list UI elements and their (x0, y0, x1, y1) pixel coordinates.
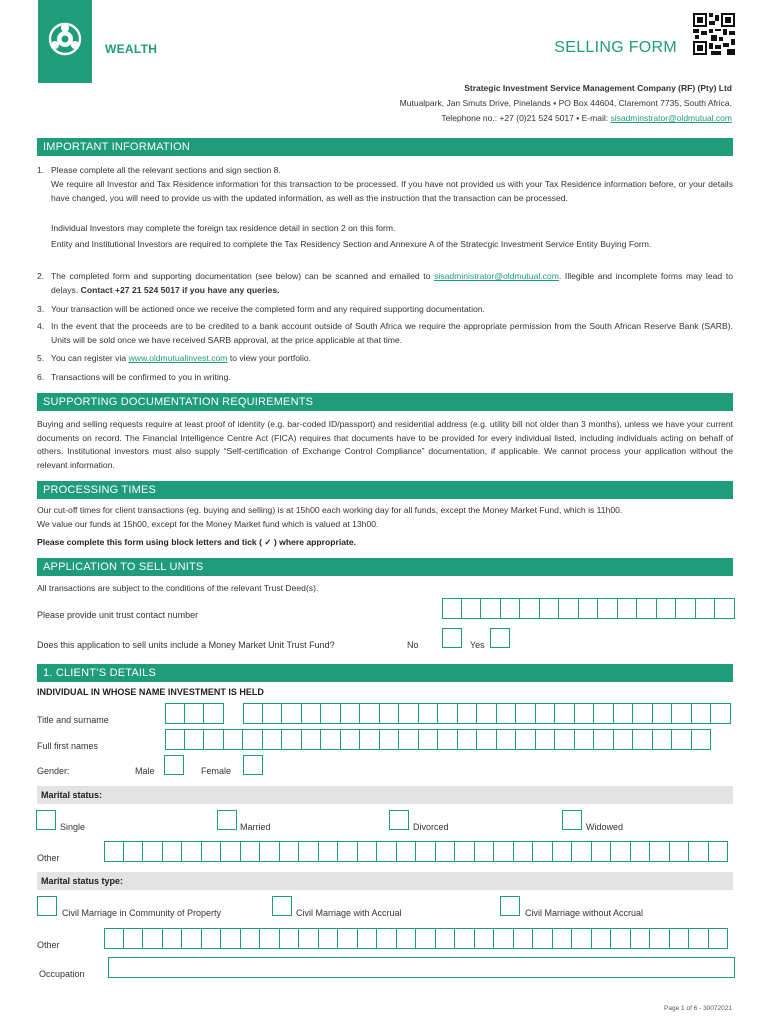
item-text: Individual Investors may complete the foreign tax residence detail in section 2 on this form. (51, 223, 396, 233)
marital-type-bar (37, 872, 733, 890)
processing-times-header: PROCESSING TIMES (37, 481, 733, 499)
marital-type-label: Marital status type: (41, 876, 124, 886)
item-text: In the event that the proceeds are to be credited to a bank account outside of South Africa we require the appropriate permission from the South African Reserve Bank (SARB). Units will be sold once we have received SARB approval, at the price applicable at that time. (51, 321, 733, 345)
item-text: Please complete all the relevant sections and sign section 8. (51, 165, 281, 175)
telephone-text: Telephone no.: +27 (0)21 524 5017 ▪ E-mail: (441, 113, 611, 123)
investment-holder-subtitle: INDIVIDUAL IN WHOSE NAME INVESTMENT IS HELD (37, 687, 264, 697)
company-email-link[interactable]: sisadminstrator@oldmutual.com (610, 113, 732, 123)
occupation-input[interactable] (108, 957, 735, 978)
contact-number-boxes[interactable] (442, 598, 735, 619)
admin-email-link[interactable]: sisadministrator@oldmutual.com (434, 271, 559, 281)
gender-label: Gender: (37, 766, 70, 776)
title-surname-label: Title and surname (37, 715, 109, 725)
occupation-label: Occupation (39, 969, 85, 979)
mm-no-label: No (407, 640, 419, 650)
cmcp-label: Civil Marriage in Community of Property (62, 908, 222, 918)
contact-number-label: Please provide unit trust contact number (37, 610, 199, 620)
marital-type-other-boxes[interactable] (104, 928, 728, 949)
item-text: We require all Investor and Tax Residence information for this transaction to be processed. If you have not provided us with your Tax Residence information before, or your details have changed, you will need to provide us with the updated information, as well as the instruction that the transaction can be processed. (51, 179, 733, 203)
male-checkbox[interactable] (164, 755, 184, 775)
marital-status-bar (37, 786, 733, 804)
marital-status-label: Marital status: (41, 790, 103, 800)
widowed-checkbox[interactable] (562, 810, 582, 830)
married-label: Married (240, 822, 271, 832)
money-market-question: Does this application to sell units include a Money Market Unit Trust Fund? (37, 640, 335, 650)
item5-text-post: to view your portfolio. (227, 353, 312, 363)
marital-type-other-label: Other (37, 940, 60, 950)
item5-text: You can register via (51, 353, 129, 363)
important-item-3: 3. Your transaction will be actioned once we receive the completed form and any required supporting documentation. (37, 303, 733, 317)
item-text: Your transaction will be actioned once we receive the completed form and any required supporting documentation. (51, 304, 485, 314)
mm-no-checkbox[interactable] (442, 628, 462, 648)
cma-label: Civil Marriage with Accrual (296, 908, 402, 918)
divorced-checkbox[interactable] (389, 810, 409, 830)
important-item-6: 6. Transactions will be confirmed to you in writing. (37, 371, 733, 385)
cma-checkbox[interactable] (272, 896, 292, 916)
qr-code-icon (693, 13, 735, 55)
supporting-documentation-header: SUPPORTING DOCUMENTATION REQUIREMENTS (37, 393, 733, 411)
processing-times-text-1: Our cut-off times for client transactions (eg. buying and selling) is at 15h00 each working day for all funds, except the Money Market Fund, which is 11h00. (37, 505, 623, 515)
brand-logo-tab (38, 0, 92, 83)
cmcp-checkbox[interactable] (37, 896, 57, 916)
mm-yes-label: Yes (470, 640, 485, 650)
item-text: Entity and Institutional Investors are required to complete the Tax Residency Section and Annexure A of the Stratecgic Investment Service Entity Buying Form. (51, 239, 652, 249)
trust-deed-text: All transactions are subject to the conditions of the relevant Trust Deed(s). (37, 583, 319, 593)
surname-boxes[interactable] (243, 703, 731, 724)
title-boxes[interactable] (165, 703, 224, 724)
important-item-4: 4. In the event that the proceeds are to be credited to a bank account outside of South Africa we require the appropriate permission from the South African Reserve Bank (SARB). Units will be sold once we have received SARB approval, at the price applicable at that time. (37, 320, 733, 347)
supporting-documentation-text: Buying and selling requests require at least proof of identity (e.g. bar-coded ID/passport) and residential address (e.g. utility bill not older than 3 months), unless we have your current documents on record. The Financial Intelligence Centre Act (FICA) requires that documents have to be provided for every individual listed, including individuals acting on behalf of others. Institutional investors must also supply “Self-certification of Exchange Control Compliance” documentation, if applicable. We cannot process your application without the relevant information. (37, 419, 733, 470)
page-footer: Page 1 of 6 - 30072021 (664, 1005, 732, 1012)
female-label: Female (201, 766, 232, 776)
single-label: Single (60, 822, 86, 832)
application-to-sell-header: APPLICATION TO SELL UNITS (37, 558, 733, 576)
important-item-2: 2. The completed form and supporting documentation (see below) can be scanned and emailed to sisadministrator@oldmutual.com. Illegible and incomplete forms may lead to delays. Contact +27 21 524 5017 if you have any queries. (37, 271, 733, 295)
block-letters-note: Please complete this form using block letters and tick ( ✓ ) where appropriate. (37, 537, 357, 547)
company-details (400, 81, 732, 126)
first-names-label: Full first names (37, 741, 99, 751)
widowed-label: Widowed (586, 822, 624, 832)
mm-yes-checkbox[interactable] (490, 628, 510, 648)
first-names-boxes-1[interactable] (165, 729, 711, 750)
important-item-1c (37, 222, 733, 236)
contact-bold: Contact +27 21 524 5017 if you have any queries. (80, 284, 280, 295)
female-checkbox[interactable] (243, 755, 263, 775)
marital-other-label: Other (37, 853, 60, 863)
important-item-1b (37, 178, 733, 205)
item2-text-post: . Illegible and incomplete forms may lead to delays. (51, 271, 733, 295)
male-label: Male (135, 766, 155, 776)
item-text: Transactions will be confirmed to you in writing. (51, 372, 231, 382)
important-item-1 (37, 164, 733, 178)
brand-wealth-label: WEALTH (105, 42, 158, 56)
important-item-1d (37, 238, 733, 252)
processing-times-text-2: We value our funds at 15h00, except for the Money Market fund which is valued at 13h00. (37, 519, 379, 529)
form-title: SELLING FORM (554, 39, 677, 56)
company-contact (400, 111, 732, 126)
marital-other-boxes[interactable] (104, 841, 728, 862)
clients-details-header: 1. CLIENT’S DETAILS (37, 664, 733, 682)
item-number: 1. (37, 165, 45, 175)
divorced-label: Divorced (413, 822, 449, 832)
company-name: Strategic Investment Service Management Company (RF) (Pty) Ltd (464, 83, 732, 93)
cmwa-checkbox[interactable] (500, 896, 520, 916)
company-address: Mutualpark, Jan Smuts Drive, Pinelands ▪ PO Box 44604, Claremont 7735, South Africa. (399, 98, 732, 108)
married-checkbox[interactable] (217, 810, 237, 830)
important-information-header: IMPORTANT INFORMATION (37, 138, 733, 156)
item2-text: The completed form and supporting documentation (see below) can be scanned and emailed to (51, 271, 435, 281)
portfolio-link[interactable]: www.oldmutualinvest.com (128, 353, 228, 363)
single-checkbox[interactable] (36, 810, 56, 830)
old-mutual-logo-icon (48, 22, 82, 56)
cmwa-label: Civil Marriage without Accrual (525, 908, 644, 918)
important-item-5: 5. You can register via www.oldmutualinvest.com to view your portfolio. (37, 353, 312, 363)
